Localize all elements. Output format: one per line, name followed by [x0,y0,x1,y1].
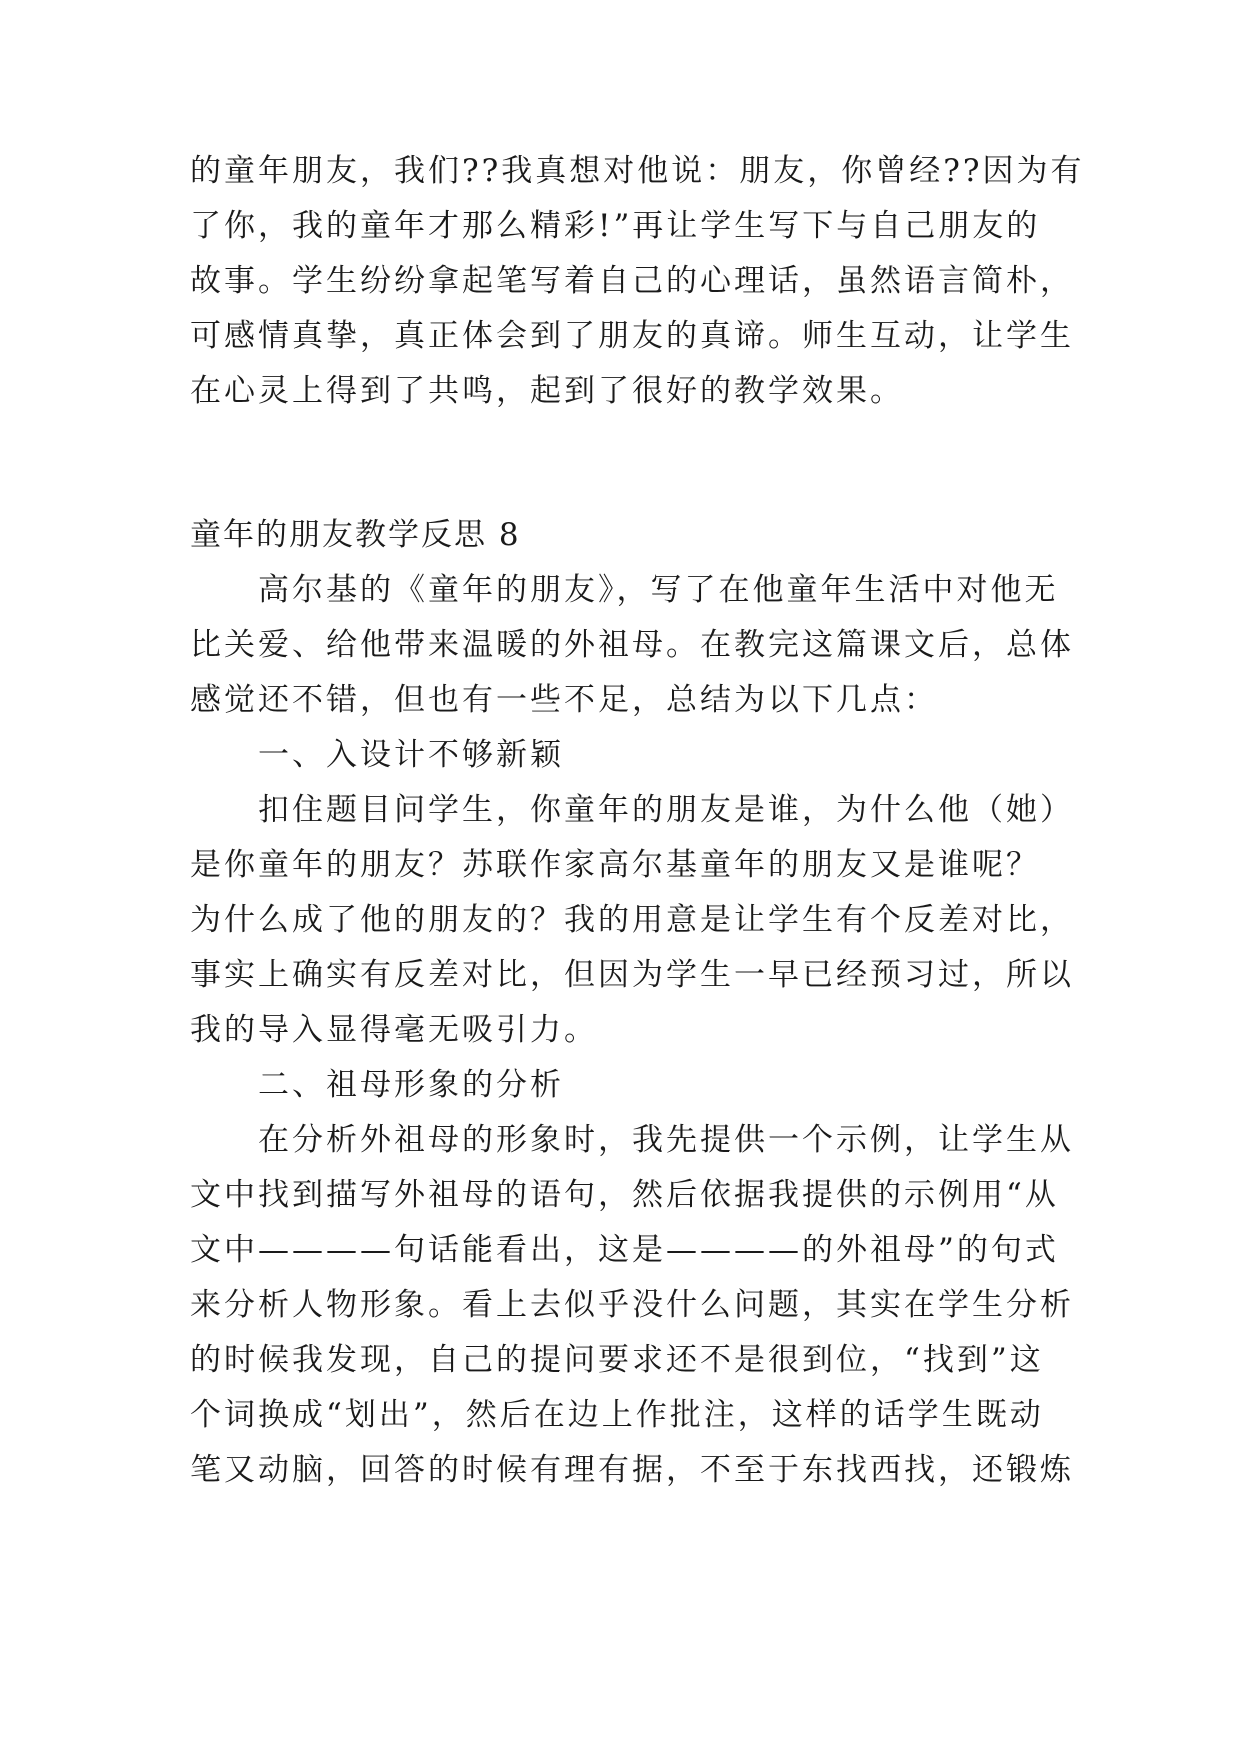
paragraph-line: 感觉还不错，但也有一些不足，总结为以下几点： [190,682,938,718]
paragraph-line: 事实上确实有反差对比，但因为学生一早已经预习过，所以 [190,957,1074,993]
paragraph-line: 的时候我发现，自己的提问要求还不是很到位，“找到”这 [190,1342,1044,1378]
subheading: 一、入设计不够新颖 [258,737,564,773]
paragraph-line: 文中————句话能看出，这是————的外祖母”的句式 [190,1232,1059,1268]
paragraph-line: 在心灵上得到了共鸣，起到了很好的教学效果。 [190,373,904,409]
paragraph-line: 扣住题目问学生，你童年的朋友是谁，为什么他（她） [258,792,1074,828]
paragraph-line: 个词换成“划出”，然后在边上作批注，这样的话学生既动 [190,1397,1044,1433]
subheading: 二、祖母形象的分析 [258,1067,564,1103]
paragraph-line: 来分析人物形象。看上去似乎没什么问题，其实在学生分析 [190,1287,1074,1323]
paragraph-line: 高尔基的《童年的朋友》，写了在他童年生活中对他无 [258,572,1059,608]
paragraph-line: 可感情真挚，真正体会到了朋友的真谛。师生互动，让学生 [190,318,1074,354]
paragraph-line: 为什么成了他的朋友的？我的用意是让学生有个反差对比， [190,902,1074,938]
paragraph-line: 比关爱、给他带来温暖的外祖母。在教完这篇课文后，总体 [190,627,1074,663]
paragraph-line: 故事。学生纷纷拿起笔写着自己的心理话，虽然语言简朴， [190,263,1074,299]
paragraph-line: 文中找到描写外祖母的语句，然后依据我提供的示例用“从 [190,1177,1059,1213]
paragraph-line: 我的导入显得毫无吸引力。 [190,1012,598,1048]
paragraph-line: 了你，我的童年才那么精彩!”再让学生写下与自己朋友的 [190,208,1041,244]
paragraph-line: 的童年朋友，我们??我真想对他说：朋友，你曾经??因为有 [190,153,1085,189]
paragraph-line: 是你童年的朋友？苏联作家高尔基童年的朋友又是谁呢？ [190,847,1040,883]
paragraph-line: 笔又动脑，回答的时候有理有据，不至于东找西找，还锻炼 [190,1452,1074,1488]
section-heading: 童年的朋友教学反思 8 [190,517,521,553]
paragraph-line: 在分析外祖母的形象时，我先提供一个示例，让学生从 [258,1122,1074,1158]
